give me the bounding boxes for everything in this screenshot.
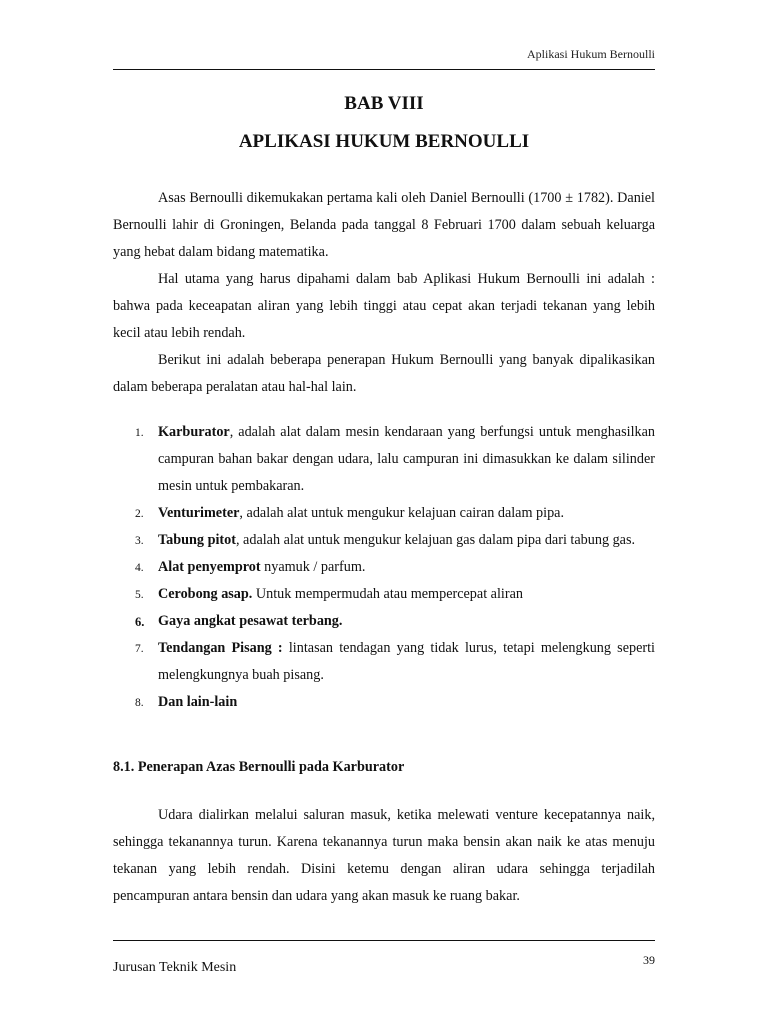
intro-paragraph: Asas Bernoulli dikemukakan pertama kali oleh Daniel Bernoulli (1700 ± 1782). Daniel Bernoulli lahir di Groningen, Belanda pada tanggal 8 Februari 1700 dalam sebuah keluarga yang hebat dalam bidang matematika. <box>113 190 655 260</box>
list-number: 2. <box>135 508 144 520</box>
list-description: , adalah alat dalam mesin kendaraan yang berfungsi untuk menghasilkan campuran bahan bakar dengan udara, lalu campuran ini dimasukkan ke dalam silinder mesin untuk pembakaran. <box>158 424 655 494</box>
applications-intro-paragraph: Berikut ini adalah beberapa penerapan Hukum Bernoulli yang banyak dipalikasikan dalam beberapa peralatan atau hal-hal lain. <box>113 352 655 395</box>
list-number: 7. <box>135 643 144 655</box>
list-term: Dan lain-lain <box>158 694 238 710</box>
list-term: Gaya angkat pesawat terbang. <box>158 613 343 629</box>
carburetor-paragraph: Udara dialirkan melalui saluran masuk, ketika melewati venture kecepatannya naik, sehingga tekanannya turun. Karena tekanannya turun maka bensin akan naik ke atas menuju tekanan yang lebih rendah. Disini ketemu dengan aliran udara sehingga terjadilah pencampuran antara bensin dan udara yang akan masuk ke ruang bakar. <box>113 807 655 904</box>
list-number: 6. <box>135 615 145 629</box>
applications-list <box>113 419 655 716</box>
list-item <box>113 527 655 554</box>
list-number: 8. <box>135 697 144 709</box>
list-term: Tendangan Pisang : <box>158 640 283 656</box>
list-item <box>113 689 655 716</box>
footer-rule <box>113 940 655 941</box>
list-item <box>113 419 655 500</box>
list-item <box>113 554 655 581</box>
chapter-number: BAB VIII <box>344 93 424 114</box>
footer-department: Jurusan Teknik Mesin <box>113 960 237 975</box>
list-description: lintasan tendagan yang tidak lurus, tetapi melengkung seperti melengkungnya buah pisang. <box>158 640 655 683</box>
list-description: nyamuk / parfum. <box>260 559 366 575</box>
list-number: 3. <box>135 535 144 547</box>
list-term: Tabung pitot <box>158 532 236 548</box>
list-number: 5. <box>135 589 144 601</box>
list-number: 1. <box>135 427 144 439</box>
section-heading: 8.1. Penerapan Azas Bernoulli pada Karburator <box>113 759 405 775</box>
list-term: Karburator <box>158 424 230 440</box>
list-description: Untuk mempermudah atau mempercepat aliran <box>252 586 523 602</box>
list-item <box>113 608 655 635</box>
page-number: 39 <box>643 953 655 967</box>
chapter-title: APLIKASI HUKUM BERNOULLI <box>238 131 530 152</box>
list-term: Alat penyemprot <box>158 559 261 575</box>
list-term: Cerobong asap. <box>158 586 253 602</box>
list-item <box>113 635 655 689</box>
list-item <box>113 500 655 527</box>
list-description: , adalah alat untuk mengukur kelajuan cairan dalam pipa. <box>239 505 565 521</box>
list-description: , adalah alat untuk mengukur kelajuan gas dalam pipa dari tabung gas. <box>235 532 636 548</box>
header-rule <box>113 69 655 70</box>
main-idea-paragraph: Hal utama yang harus dipahami dalam bab Aplikasi Hukum Bernoulli ini adalah : bahwa pada keceapatan aliran yang lebih tinggi atau cepat akan terjadi tekanan yang lebih kecil atau lebih rendah. <box>113 271 655 341</box>
running-header: Aplikasi Hukum Bernoulli <box>527 47 655 61</box>
list-term: Venturimeter <box>158 505 240 521</box>
list-item <box>113 581 655 608</box>
list-number: 4. <box>135 562 144 574</box>
